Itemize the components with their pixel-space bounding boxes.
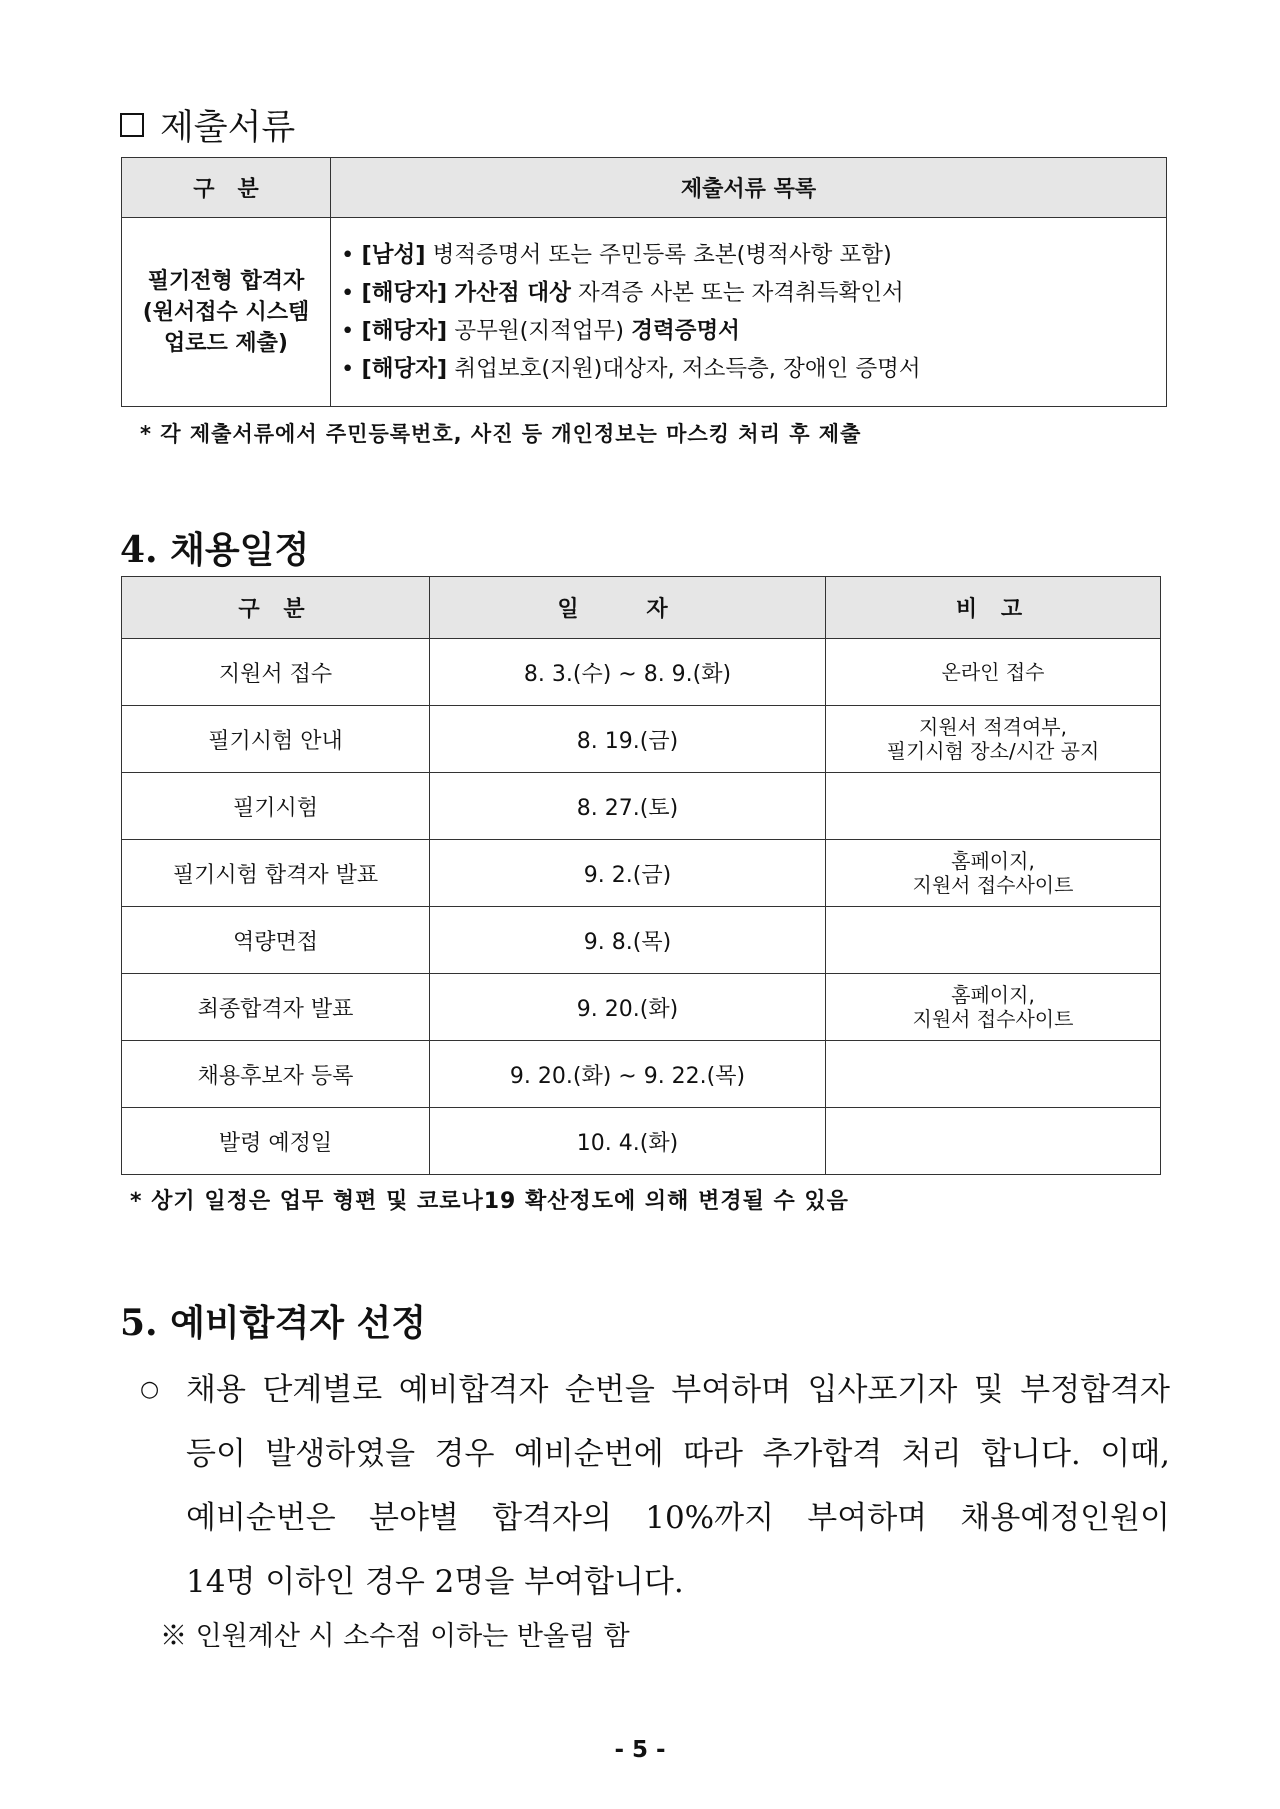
docs-item-prefix: [남성] [361, 242, 426, 268]
schedule-row [122, 1108, 1161, 1175]
checkbox-square-icon [120, 113, 144, 137]
schedule-row [122, 639, 1161, 706]
docs-category-line: 필기전형 합격자 [147, 268, 305, 294]
docs-category-line: (원서접수 시스템 [142, 299, 310, 325]
schedule-remark-line: 온라인 접수 [941, 660, 1045, 684]
schedule-remark-line: 지원서 접수사이트 [912, 873, 1074, 897]
docs-item-text: 자격증 사본 또는 자격취득확인서 [578, 280, 904, 306]
circle-bullet-icon: ○ [140, 1377, 160, 1402]
schedule-date: 9. 8.(목) [430, 907, 826, 974]
schedule-step: 최종합격자 발표 [122, 974, 430, 1041]
bullet-icon: • [341, 242, 355, 268]
schedule-remark [826, 840, 1161, 907]
schedule-remark-line: 홈페이지, [951, 983, 1035, 1007]
docs-item-emphasis: 경력증명서 [631, 318, 740, 344]
docs-item [341, 312, 1166, 350]
schedule-col-remark: 비 고 [826, 577, 1161, 639]
schedule-remark-line: 지원서 적격여부, [919, 715, 1067, 739]
docs-item [341, 350, 1166, 388]
reserve-line: 예비순번은 분야별 합격자의 10%까지 부여하며 채용예정인원이 [186, 1500, 1170, 1536]
schedule-step: 필기시험 [122, 773, 430, 840]
bullet-icon: • [341, 280, 355, 306]
reserve-title: 5. 예비합격자 선정 [120, 1302, 427, 1344]
schedule-remark [826, 773, 1161, 840]
reserve-paragraph [140, 1358, 1170, 1614]
docs-table-header [122, 158, 1167, 218]
docs-table-row [122, 218, 1167, 407]
schedule-header [122, 577, 1161, 639]
schedule-step: 필기시험 합격자 발표 [122, 840, 430, 907]
docs-item-prefix: [해당자] [361, 280, 448, 306]
reserve-line: 14명 이하인 경우 2명을 부여합니다. [186, 1564, 684, 1600]
schedule-row [122, 773, 1161, 840]
docs-item [341, 274, 1166, 312]
reserve-line: 채용 단계별로 예비합격자 순번을 부여하며 입사포기자 및 부정합격자 [186, 1372, 1170, 1408]
bullet-icon: • [341, 318, 355, 344]
schedule-remark [826, 974, 1161, 1041]
schedule-remark [826, 1041, 1161, 1108]
docs-item [341, 236, 1166, 274]
schedule-row [122, 907, 1161, 974]
bullet-icon: • [341, 356, 355, 382]
docs-list-cell [331, 218, 1167, 407]
schedule-remark-line: 지원서 접수사이트 [912, 1007, 1074, 1031]
schedule-date: 10. 4.(화) [430, 1108, 826, 1175]
page-number: - 5 - [614, 1737, 666, 1763]
docs-item-text: 공무원(지적업무) [454, 318, 625, 344]
docs-category-cell [122, 218, 331, 407]
schedule-remark [826, 706, 1161, 773]
schedule-table [121, 576, 1161, 1175]
schedule-date: 8. 27.(토) [430, 773, 826, 840]
schedule-step: 발령 예정일 [122, 1108, 430, 1175]
docs-heading [120, 100, 295, 150]
schedule-row [122, 974, 1161, 1041]
schedule-date: 9. 20.(화) ~ 9. 22.(목) [430, 1041, 826, 1108]
schedule-step: 역량면접 [122, 907, 430, 974]
docs-item-text: 취업보호(지원)대상자, 저소득층, 장애인 증명서 [454, 356, 921, 382]
schedule-remark [826, 639, 1161, 706]
docs-note: * 각 제출서류에서 주민등록번호, 사진 등 개인정보는 마스킹 처리 후 제출 [140, 422, 862, 446]
schedule-remark-line: 홈페이지, [951, 849, 1035, 873]
schedule-col-date: 일 자 [430, 577, 826, 639]
docs-col-category: 구 분 [122, 158, 331, 218]
reserve-line: 등이 발생하였을 경우 예비순번에 따라 추가합격 처리 합니다. 이때, [186, 1436, 1170, 1472]
schedule-col-step: 구 분 [122, 577, 430, 639]
schedule-step: 필기시험 안내 [122, 706, 430, 773]
docs-item-prefix: [해당자] [361, 356, 448, 382]
schedule-date: 9. 20.(화) [430, 974, 826, 1041]
schedule-date: 9. 2.(금) [430, 840, 826, 907]
schedule-row [122, 840, 1161, 907]
schedule-remark [826, 1108, 1161, 1175]
schedule-note: * 상기 일정은 업무 형편 및 코로나19 확산정도에 의해 변경될 수 있음 [130, 1189, 849, 1214]
calc-note: ※ 인원계산 시 소수점 이하는 반올림 함 [160, 1621, 630, 1652]
schedule-row [122, 1041, 1161, 1108]
docs-item-text: 병적증명서 또는 주민등록 초본(병적사항 포함) [432, 242, 892, 268]
schedule-date: 8. 3.(수) ~ 8. 9.(화) [430, 639, 826, 706]
schedule-row [122, 706, 1161, 773]
schedule-date: 8. 19.(금) [430, 706, 826, 773]
docs-table [121, 157, 1167, 407]
docs-item-prefix: [해당자] [361, 318, 448, 344]
schedule-step: 지원서 접수 [122, 639, 430, 706]
schedule-title: 4. 채용일정 [120, 529, 310, 571]
docs-heading-text: 제출서류 [160, 108, 296, 148]
schedule-step: 채용후보자 등록 [122, 1041, 430, 1108]
docs-category-line: 업로드 제출) [164, 330, 288, 356]
docs-item-emphasis: 가산점 대상 [454, 280, 571, 306]
schedule-remark-line: 필기시험 장소/시간 공지 [886, 739, 1100, 763]
docs-col-list: 제출서류 목록 [331, 158, 1167, 218]
schedule-remark [826, 907, 1161, 974]
